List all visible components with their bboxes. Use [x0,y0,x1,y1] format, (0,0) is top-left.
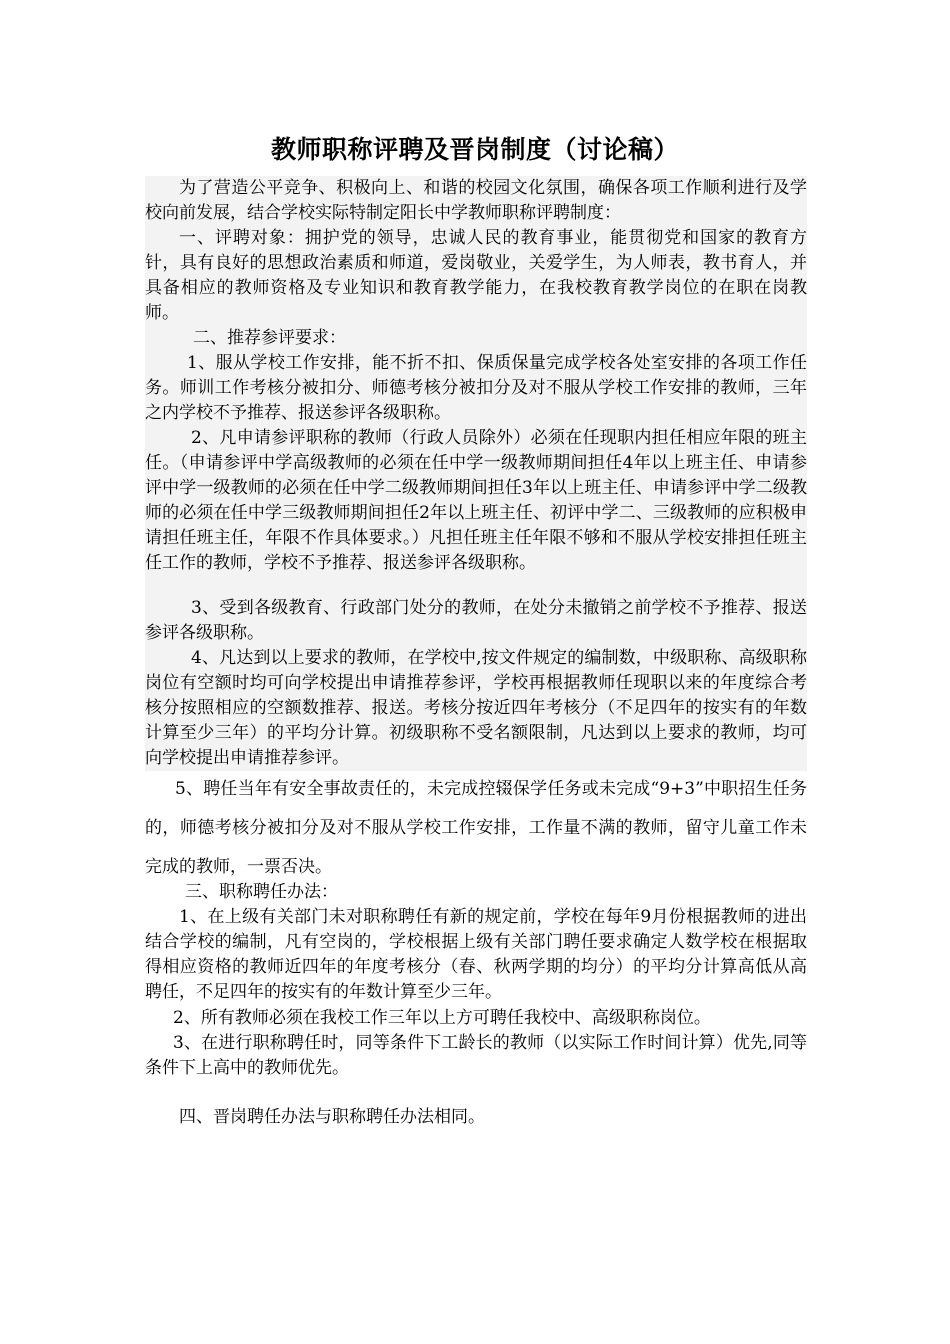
requirement-2-paragraph: 2、凡申请参评职称的教师（行政人员除外）必须在任现职内担任相应年限的班主任。（申请参评中学高级教师的必须在任中学一级教师期间担任4年以上班主任、申请参评中学一级教师的必须在任中学二级教师期间担任3年以上班主任、申请参评中学二级教师的必须在任中学三级教师期间担任2年以上班主任、初评中学二、三级教师的应积极申请担任班主任，年限不作具体要求。）凡担任班主任年限不够和不服从学校安排担任班主任工作的教师，学校不予推荐、报送参评各级职称。 [145,426,807,596]
appointment-1-paragraph: 1、在上级有关部门未对职称聘任有新的规定前，学校在每年9月份根据教师的进出结合学校的编制，凡有空岗的，学校根据上级有关部门聘任要求确定人数学校在根据取得相应资格的教师近四年的年度考核分（春、秋两学期的均分）的平均分计算高低从高聘任，不足四年的按实有的年数计算至少三年。 [145,907,807,1002]
section-2-heading: 二、推荐参评要求： [145,326,807,351]
section-4-paragraph: 四、晋岗聘任办法与职称聘任办法相同。 [179,1107,485,1127]
requirement-1-paragraph: 1、服从学校工作安排，能不折不扣、保质保量完成学校各处室安排的各项工作任务。师训工作考核分被扣分、师德考核分被扣分及对不服从学校工作安排的教师，三年之内学校不予推荐、报送参评各级职称。 [145,351,807,426]
requirement-5-paragraph: 5、聘任当年有安全事故责任的，未完成控辍保学任务或未完成“9+3”中职招生任务的，师德考核分被扣分及对不服从学校工作安排，工作量不满的教师，留守儿童工作未完成的教师，一票否决。 [145,779,807,877]
section-3-heading: 三、职称聘任办法： [185,882,338,902]
intro-paragraph: 为了营造公平竞争、积极向上、和谐的校园文化氛围，确保各项工作顺利进行及学校向前发展，结合学校实际特制定阳长中学教师职称评聘制度： [145,176,807,226]
appointment-2-paragraph: 2、所有教师必须在我校工作三年以上方可聘任我校中、高级职称岗位。 [173,1008,711,1028]
requirement-3-paragraph: 3、受到各级教育、行政部门处分的教师，在处分未撤销之前学校不予推荐、报送参评各级职称。 [145,596,807,646]
requirement-4-paragraph: 4、凡达到以上要求的教师，在学校中,按文件规定的编制数，中级职称、高级职称岗位有空额时均可向学校提出申请推荐参评，学校再根据教师任现职以来的年度综合考核分按照相应的空额数推荐、报送。考核分按近四年考核分（不足四年的按实有的年数计算至少三年）的平均分计算。初级职称不受名额限制，凡达到以上要求的教师，均可向学校提出申请推荐参评。 [145,646,807,771]
section-1-paragraph: 一、评聘对象：拥护党的领导，忠诚人民的教育事业，能贯彻党和国家的教育方针，具有良好的思想政治素质和师道，爱岗敬业，关爱学生，为人师表，教书育人，并具备相应的教师资格及专业知识和教育教学能力，在我校教育教学岗位的在职在岗教师。 [145,226,807,326]
document-title: 教师职称评聘及晋岗制度（讨论稿） [270,135,679,164]
appointment-3-paragraph: 3、在进行职称聘任时，同等条件下工龄长的教师（以实际工作时间计算）优先,同等条件下上高中的教师优先。 [145,1033,807,1078]
